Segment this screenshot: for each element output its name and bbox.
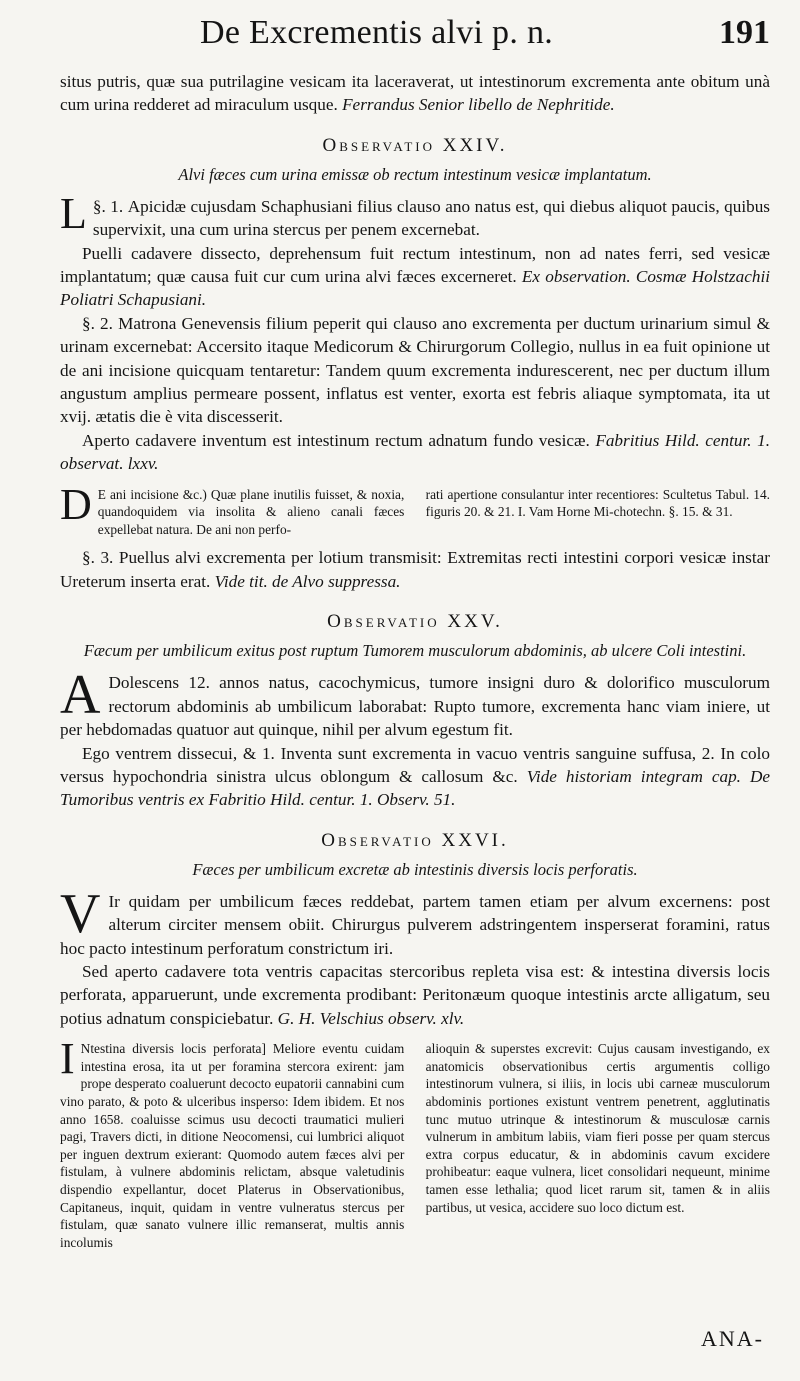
obs25-paragraph <box>60 664 770 741</box>
obs24-s1-text: Apicidæ cujusdam Schaphusiani filius clauso ano natus est, qui diebus aliquot paucis, quibus supervixit, una cum urina stercus per penem excernebat. <box>92 196 770 240</box>
obs24-section-2: §. 2. Matrona Genevensis filium peperit qui clauso ano excrementa per ductum urinarium simul & urinam excernebat: Accersito itaque Medicorum & Chirurgorum Collegio, nullus in ea fuit opinione ut de ani incisione quicquam tentaretur: Tandem quum excrementa indurescerent, nec per ductum illum angustum amplius permeare possent, inflatus est venter, exorta est febris aliaque symptomata, ita ut xvij. ætatis die è vita discesserit. <box>60 313 770 427</box>
obs24-s1-citation: Ex observation. Cosmæ Holstzachii Poliatri Schapusiani. <box>60 267 770 310</box>
obs24-s3-citation: Vide tit. de Alvo suppressa. <box>214 571 401 591</box>
obs26-text2: Sed aperto cadavere tota ventris capacitas stercoribus repleta visa est: & intestina diversis locis perforata, apparuerunt, unde excrementa prodibant: Peritonæum quoque intestinis arcte alligatum, seu potius adnatum conspiciebatur. <box>60 961 770 1028</box>
drop-cap: D <box>60 479 92 529</box>
drop-cap: V <box>60 882 101 945</box>
observation-25-subtitle: Fæcum per umbilicum exitus post ruptum Tumorem musculorum abdominis, ab ulcere Coli intestini. <box>83 641 747 661</box>
obs24-s2-citation: Fabritius Hild. centur. 1. observat. lxxv. <box>60 430 770 474</box>
obs25-text: Dolescens 12. annos natus, cacochymicus, tumore insigni duro & dolorifico musculorum rectorum abdominis ab umbilicum laborabat: Rupto tumore, excrementa hanc viam iniere, ut per hebdomadas quatuor aut quinque, nihil per alvum egestum fit. <box>60 673 770 740</box>
obs26-paragraph-cont <box>60 960 770 1030</box>
obs24-section-1-cont <box>60 242 770 312</box>
observation-26-subtitle: Fæces per umbilicum excretæ ab intestinis diversis locis perforatis. <box>192 859 638 879</box>
obs25-text2: Ego ventrem dissecui, & 1. Inventa sunt excrementa in vacuo ventris sanguine suffusa, 2. In colo versus hypochondria sinistra ulcus oblongum & callosum &c. <box>60 743 770 786</box>
annotation-left-column <box>60 479 405 539</box>
obs24-s2-text2: Aperto cadavere inventum est intestinum rectum adnatum fundo vesicæ. <box>82 430 590 450</box>
obs24-section-2-cont <box>60 429 770 476</box>
obs26-annotation <box>60 1034 770 1251</box>
intro-paragraph <box>60 70 770 117</box>
obs24-section-1 <box>60 188 770 242</box>
intro-citation: Ferrandus Senior libello de Nephritide. <box>342 95 615 115</box>
obs24-s1-text2: Puelli cadavere dissecto, deprehensum fuit rectum intestinum, non ad nates ferri, sed vesicæ implantatum; quæ causa fuit cur cum urina alvi fæces excerneret. <box>60 243 770 287</box>
observation-26-heading: Observatio XXVI. <box>321 829 509 851</box>
annotation-right-column: alioquin & superstes excrevit: Cujus causam investigando, ex anatomicis observationibus certis argumentis colligo intestinorum vulnera, si iliis, in locis ubi carneæ musculorum abdominis portiones existunt ventrem penetrent, agglutinatis tunc mutuo utrinque & intestinorum & musculosæ carnis vulnerum in ambitum labiis, viam fieri posse per quam stercus extra corpus educatur, & in abdominis cavum excidere prohibeatur: eaque vulnera, licet consolidari nequeunt, minime tamen esse lethalia; quod licet rarum sit, tamen & in aliis partibus, ut vesica, accidere suo loco dictum est. <box>425 1041 770 1215</box>
annotation-right-column: rati apertione consulantur inter recentiores: Scultetus Tabul. 14. figuris 20. & 21. I. Vam Horne Mi-chotechn. §. 15. & 31. <box>425 486 770 520</box>
catchword: ANA- <box>701 1326 764 1351</box>
observation-25-heading: Observatio XXV. <box>327 611 503 633</box>
observation-24-heading: Observatio XXIV. <box>322 134 508 156</box>
obs26-paragraph <box>60 882 770 960</box>
drop-cap: A <box>60 664 101 727</box>
page-content <box>60 70 770 1259</box>
obs24-section-3 <box>60 546 770 593</box>
obs24-annotation <box>60 479 770 539</box>
running-title: De Excrementis alvi p. n. <box>200 14 554 51</box>
annotation-left-column <box>60 1034 405 1251</box>
obs25-citation: Vide historiam integram cap. De Tumoribus ventris ex Fabritio Hild. centur. 1. Observ. 51. <box>60 766 770 810</box>
obs26-text: Ir quidam per umbilicum fæces reddebat, partem tamen etiam per alvum excernens: post alterum circiter mensem obiit. Chirurgus pulverem adstringentem insperserat foramini, ratus hoc pacto intestinum perforatum constrictum iri. <box>60 891 770 958</box>
annotation-text: E ani incisione &c.) Quæ plane inutilis fuisset, & noxia, quandoquidem via insolita & alieno canali fæces expellebat natura. De ani non perfo- <box>97 486 405 537</box>
section-mark: §. 1. <box>92 196 124 216</box>
annotation-text: Ntestina diversis locis perforata] Meliore eventu cuidam intestina erosa, ita ut per foramina stercora exirent: jam prope desperato coaluerunt decocto eupatorii cannabini cum vino parato, & poto & ulceribus insperso: Idem ibidem. Et nos anno 1658. coaluisse scimus usu decocti traumatici mulieri pagi, Travers dicti, in ditione Neocomensi, cui lumbrici aliquot per inguen dextrum exierant: Quomodo autem fæces alvi per fistulam, à vulnere abdominis relictam, absque valetudinis dispendio expellantur, docet Platerus in Observationibus, Capitaneus, inquit, quidam in ventre vulneratus stercus per fistulam, quæ sanato vulnere illic remanserat, multis annis incolumis <box>60 1041 405 1250</box>
drop-cap: L <box>60 188 87 238</box>
observation-24-subtitle: Alvi fæces cum urina emissæ ob rectum intestinum vesicæ implantatum. <box>178 164 652 184</box>
obs25-paragraph-cont <box>60 742 770 812</box>
obs26-citation: G. H. Velschius observ. xlv. <box>277 1008 465 1028</box>
drop-cap: I <box>60 1034 75 1084</box>
obs24-s3-text: §. 3. Puellus alvi excrementa per lotium transmisit: Extremitas recti intestini corpori vesicæ instar Ureterum inserta erat. <box>60 548 770 591</box>
page-header <box>60 10 770 64</box>
intro-text: situs putris, quæ sua putrilagine vesicam ita laceraverat, ut intestinorum excrementa ante obitum unà cum urina redderet ad miraculum usque. <box>60 72 770 115</box>
page-number: 191 <box>719 14 770 51</box>
